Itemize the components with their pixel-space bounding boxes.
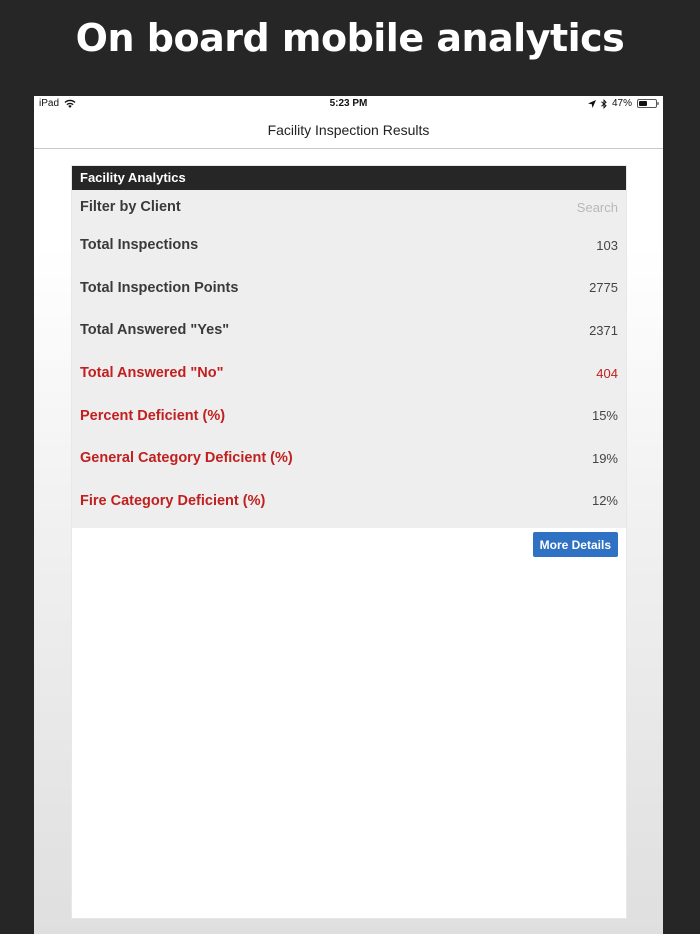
filter-label: Filter by Client xyxy=(80,199,181,215)
nav-bar xyxy=(34,112,663,149)
battery-icon xyxy=(637,99,657,108)
stat-value: 2371 xyxy=(589,322,618,338)
status-bar xyxy=(34,96,663,112)
stat-label: Total Inspections xyxy=(80,237,199,254)
stat-label: Total Answered "Yes" xyxy=(80,322,230,339)
status-time: 5:23 PM xyxy=(329,98,368,109)
stat-row-general-deficient xyxy=(72,437,626,480)
stat-row-total-inspections xyxy=(72,224,626,267)
stat-value: 15% xyxy=(591,408,618,424)
stat-label: Total Inspection Points xyxy=(80,279,239,296)
stat-row-fire-deficient xyxy=(72,480,626,523)
facility-analytics-panel xyxy=(71,165,627,919)
stat-value: 404 xyxy=(596,365,618,381)
nav-title: Facility Inspection Results xyxy=(267,122,430,138)
battery-percent: 47% xyxy=(611,98,632,109)
device-name: iPad xyxy=(39,98,60,109)
stat-value: 103 xyxy=(596,237,618,253)
stat-value: 2775 xyxy=(589,280,618,296)
stat-label: Percent Deficient (%) xyxy=(80,407,226,424)
location-arrow-icon xyxy=(588,100,596,108)
client-search-input[interactable] xyxy=(478,200,618,215)
more-details-button[interactable]: More Details xyxy=(533,532,618,557)
promo-title: On board mobile analytics xyxy=(75,16,625,60)
stat-label: Total Answered "No" xyxy=(80,365,224,382)
panel-header: Facility Analytics xyxy=(72,166,626,190)
stat-row-total-inspection-points xyxy=(72,267,626,310)
ipad-screen xyxy=(34,96,663,934)
stat-label: Fire Category Deficient (%) xyxy=(80,492,266,509)
bluetooth-icon xyxy=(601,99,607,109)
stat-value: 12% xyxy=(591,493,618,509)
analytics-list xyxy=(72,190,626,528)
filter-row xyxy=(72,190,626,224)
stat-value: 19% xyxy=(591,450,618,466)
stat-row-total-no xyxy=(72,352,626,395)
stat-label: General Category Deficient (%) xyxy=(80,450,293,467)
stat-row-percent-deficient xyxy=(72,394,626,437)
stat-row-total-yes xyxy=(72,309,626,352)
